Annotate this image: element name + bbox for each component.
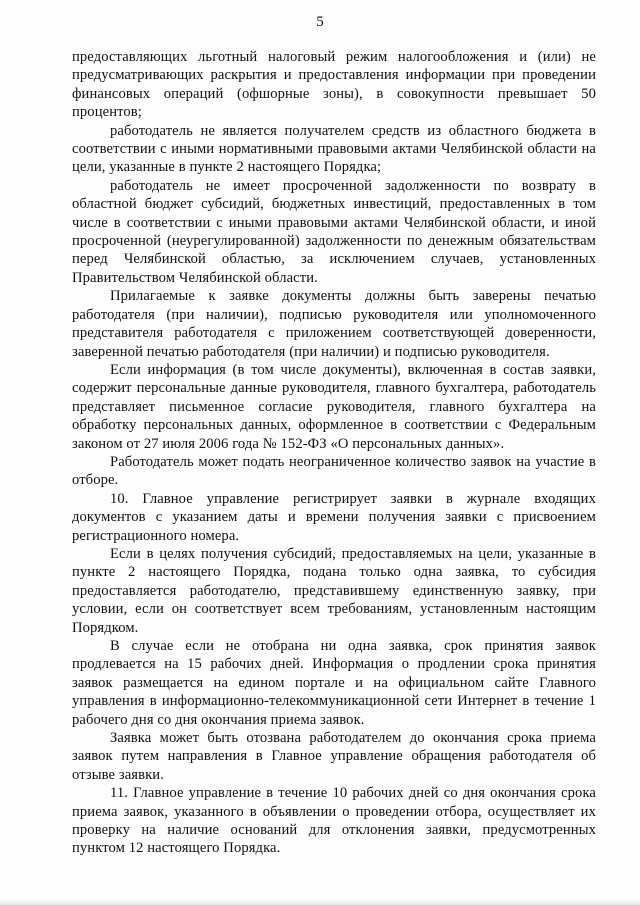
paragraph-withdrawal: Заявка может быть отозвана работодателем до окончания срока приема заявок путем направления в Главное управление обращения работодателя об отзыве заявки. (72, 730, 596, 783)
paragraph-extension: В случае если не отобрана ни одна заявка, срок принятия заявок продлевается на 15 рабочих дней. Информация о продлении срока принятия заявок размещается на едином портале и на официальном сайте Главного управления в информационно-телекоммуникационной сети Интернет в течение 1 рабочего дня со дня окончания приема заявок. (72, 638, 596, 728)
paragraph-item-10-registration: 10. Главное управление регистрирует заявки в журнале входящих документов с указанием даты и времени получения заявки с присвоением регистрационного номера. (72, 490, 596, 544)
page-bottom-edge (0, 899, 640, 905)
page-number: 5 (316, 14, 324, 30)
document-body (72, 48, 596, 858)
paragraph-no-overdue-debt: работодатель не имеет просроченной задолженности по возврату в областной бюджет субсидий, бюджетных инвестиций, предоставленных в том числе в соответствии с иными правовыми актами Челябинской области, и иной просроченной (неурегулированной) задолженности по денежным обязательствам перед Челябинской областью, за исключением случаев, установленных Правительством Челябинской области. (72, 177, 596, 286)
paragraph-documents-certification: Прилагаемые к заявке документы должны быть заверены печатью работодателя (при наличии), подписью руководителя или уполномоченного представителя работодателя с приложением соответствующей доверенности, заверенной печатью работодателя (при наличии) и подписью руководителя. (72, 288, 596, 360)
paragraph-unlimited-applications: Работодатель может подать неограниченное количество заявок на участие в отборе. (72, 453, 596, 489)
paragraph-single-application: Если в целях получения субсидий, предоставляемых на цели, указанные в пункте 2 настоящего Порядка, подана только одна заявка, то субсидия предоставляется работодателю, представившему единственную заявку, при условии, если он соответствует всем требованиям, установленным настоящим Порядком. (72, 545, 596, 636)
paragraph-item-11-review: 11. Главное управление в течение 10 рабочих дней со дня окончания срока приема заявок, указанного в объявлении о проведении отбора, осуществляет их проверку на наличие оснований для отклонения заявки, предусмотренных пунктом 12 настоящего Порядка. (72, 785, 596, 857)
paragraph-continuation-offshore: предоставляющих льготный налоговый режим налогообложения и (или) не предусматривающих раскрытия и предоставления информации при проведении финансовых операций (офшорные зоны), в совокупности превышает 50 процентов; (72, 49, 596, 121)
paragraph-personal-data: Если информация (в том числе документы), включенная в состав заявки, содержит персональные данные руководителя, главного бухгалтера, работодатель представляет письменное согласие руководителя, главного бухгалтера на обработку персональных данных, оформленное в соответствии с Федеральным законом от 27 июля 2006 года № 152-ФЗ «О персональных данных». (72, 361, 596, 452)
paragraph-not-recipient: работодатель не является получателем средств из областного бюджета в соответствии с иными нормативными правовыми актами Челябинской области на цели, указанные в пункте 2 настоящего Порядка; (72, 122, 596, 176)
